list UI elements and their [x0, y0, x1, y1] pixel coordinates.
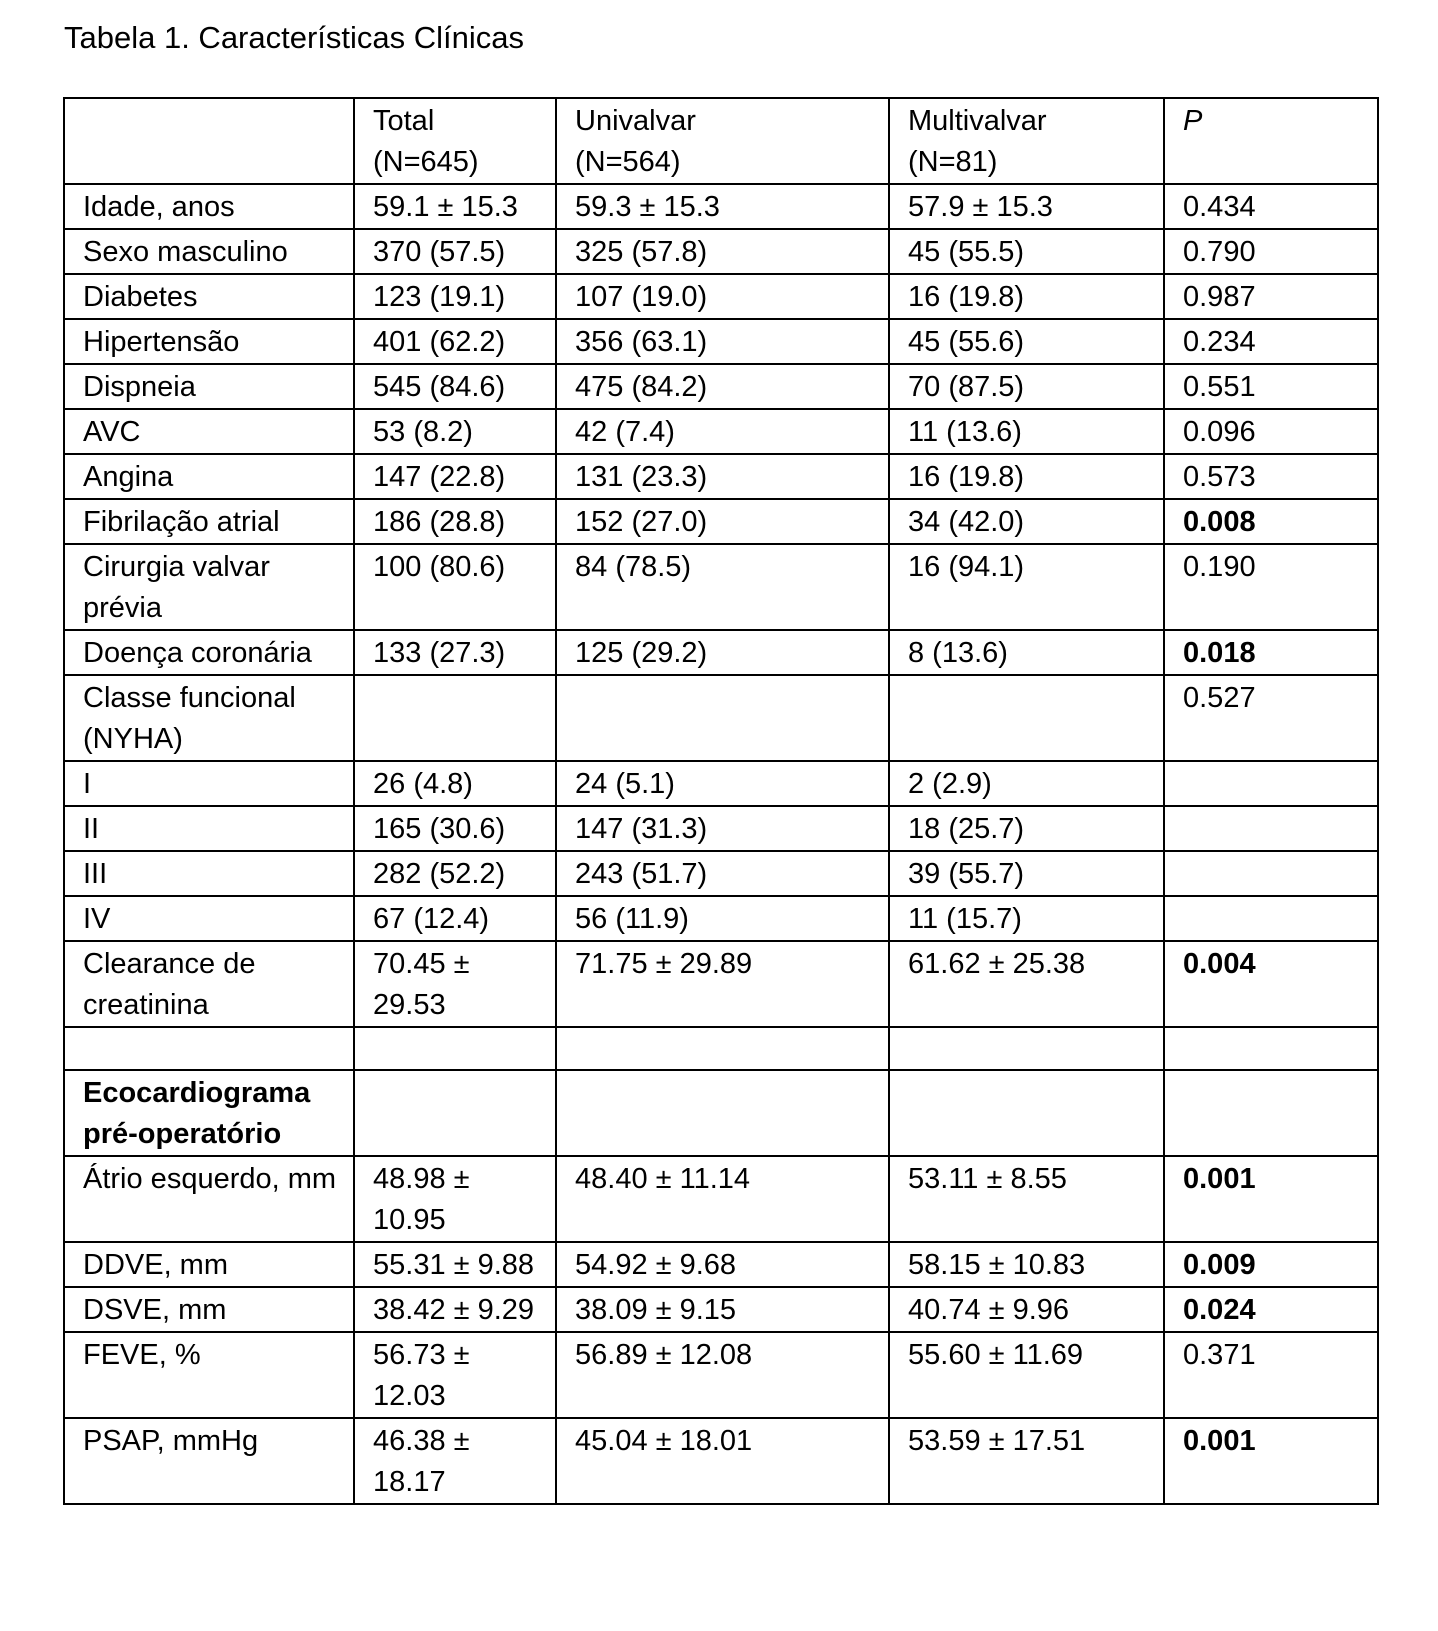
table-row [64, 409, 1378, 454]
header-multivalvar-n: (N=81) [908, 146, 998, 178]
cell-univalvar: 125 (29.2) [556, 630, 889, 675]
cell-multivalvar: 70 (87.5) [889, 364, 1164, 409]
cell-p-value [1164, 806, 1378, 851]
cell-total: 70.45 ± 29.53 [354, 941, 556, 1027]
cell-multivalvar: 53.11 ± 8.55 [889, 1156, 1164, 1242]
table-header-row [64, 98, 1378, 184]
cell-multivalvar: 39 (55.7) [889, 851, 1164, 896]
cell-univalvar: 56.89 ± 12.08 [556, 1332, 889, 1418]
cell-multivalvar: 11 (13.6) [889, 409, 1164, 454]
cell-p-value: 0.790 [1164, 229, 1378, 274]
cell-multivalvar: 18 (25.7) [889, 806, 1164, 851]
cell-total: 55.31 ± 9.88 [354, 1242, 556, 1287]
row-label: II [64, 806, 354, 851]
cell-multivalvar: 55.60 ± 11.69 [889, 1332, 1164, 1418]
row-label: IV [64, 896, 354, 941]
cell-p-value-significant: 0.004 [1164, 941, 1378, 1027]
cell-p-value: 0.190 [1164, 544, 1378, 630]
cell-total: 48.98 ± 10.95 [354, 1156, 556, 1242]
table-row [64, 1332, 1378, 1418]
table-row [64, 319, 1378, 364]
header-multivalvar [889, 98, 1164, 184]
cell-univalvar: 59.3 ± 15.3 [556, 184, 889, 229]
row-label: III [64, 851, 354, 896]
cell-p-value-significant: 0.001 [1164, 1418, 1378, 1504]
cell-p-value-significant: 0.009 [1164, 1242, 1378, 1287]
header-univalvar [556, 98, 889, 184]
cell-p-value [1164, 1070, 1378, 1156]
cell-p-value [1164, 896, 1378, 941]
row-label: DDVE, mm [64, 1242, 354, 1287]
table-row [64, 675, 1378, 761]
table-row [64, 851, 1378, 896]
row-label: AVC [64, 409, 354, 454]
cell-total [354, 675, 556, 761]
cell-univalvar: 38.09 ± 9.15 [556, 1287, 889, 1332]
cell-multivalvar: 40.74 ± 9.96 [889, 1287, 1164, 1332]
cell-total: 53 (8.2) [354, 409, 556, 454]
cell-univalvar [556, 1070, 889, 1156]
cell-univalvar: 54.92 ± 9.68 [556, 1242, 889, 1287]
header-total-n: (N=645) [373, 146, 479, 178]
row-label [64, 1027, 354, 1070]
table-row [64, 1287, 1378, 1332]
cell-p-value-significant: 0.008 [1164, 499, 1378, 544]
cell-p-value: 0.573 [1164, 454, 1378, 499]
cell-univalvar: 356 (63.1) [556, 319, 889, 364]
cell-multivalvar: 11 (15.7) [889, 896, 1164, 941]
cell-multivalvar: 45 (55.5) [889, 229, 1164, 274]
header-total-label: Total [373, 105, 435, 137]
cell-multivalvar [889, 1027, 1164, 1070]
cell-univalvar: 42 (7.4) [556, 409, 889, 454]
table-row [64, 454, 1378, 499]
table-row [64, 806, 1378, 851]
header-univalvar-n: (N=564) [575, 146, 681, 178]
cell-total: 165 (30.6) [354, 806, 556, 851]
table-row [64, 229, 1378, 274]
row-label: Átrio esquerdo, mm [64, 1156, 354, 1242]
cell-multivalvar [889, 1070, 1164, 1156]
cell-total: 401 (62.2) [354, 319, 556, 364]
table-row [64, 630, 1378, 675]
cell-p-value-significant: 0.018 [1164, 630, 1378, 675]
row-label: Sexo masculino [64, 229, 354, 274]
cell-total: 133 (27.3) [354, 630, 556, 675]
table-row [64, 896, 1378, 941]
table-row [64, 1418, 1378, 1504]
cell-total: 100 (80.6) [354, 544, 556, 630]
clinical-characteristics-table [63, 97, 1379, 1505]
table-row [64, 1156, 1378, 1242]
cell-p-value: 0.434 [1164, 184, 1378, 229]
table-section-row [64, 1070, 1378, 1156]
cell-univalvar: 475 (84.2) [556, 364, 889, 409]
row-label: Doença coronária [64, 630, 354, 675]
cell-multivalvar: 16 (19.8) [889, 274, 1164, 319]
table-row [64, 761, 1378, 806]
cell-total: 282 (52.2) [354, 851, 556, 896]
header-empty-cell [64, 98, 354, 184]
cell-total: 370 (57.5) [354, 229, 556, 274]
cell-p-value: 0.527 [1164, 675, 1378, 761]
cell-p-value: 0.987 [1164, 274, 1378, 319]
table-row [64, 544, 1378, 630]
cell-p-value [1164, 761, 1378, 806]
header-multivalvar-label: Multivalvar [908, 105, 1047, 137]
cell-total: 186 (28.8) [354, 499, 556, 544]
cell-p-value: 0.371 [1164, 1332, 1378, 1418]
cell-multivalvar: 2 (2.9) [889, 761, 1164, 806]
cell-total: 26 (4.8) [354, 761, 556, 806]
cell-p-value [1164, 1027, 1378, 1070]
row-label: Hipertensão [64, 319, 354, 364]
cell-p-value: 0.096 [1164, 409, 1378, 454]
cell-total: 147 (22.8) [354, 454, 556, 499]
section-heading: Ecocardiograma pré-operatório [64, 1070, 354, 1156]
cell-univalvar [556, 675, 889, 761]
table-row [64, 941, 1378, 1027]
table-row [64, 274, 1378, 319]
cell-multivalvar: 61.62 ± 25.38 [889, 941, 1164, 1027]
cell-multivalvar: 53.59 ± 17.51 [889, 1418, 1164, 1504]
table-row-empty [64, 1027, 1378, 1070]
cell-univalvar: 45.04 ± 18.01 [556, 1418, 889, 1504]
cell-p-value: 0.551 [1164, 364, 1378, 409]
cell-multivalvar: 57.9 ± 15.3 [889, 184, 1164, 229]
row-label: I [64, 761, 354, 806]
cell-univalvar: 131 (23.3) [556, 454, 889, 499]
cell-p-value [1164, 851, 1378, 896]
table-row [64, 499, 1378, 544]
cell-total: 59.1 ± 15.3 [354, 184, 556, 229]
row-label: FEVE, % [64, 1332, 354, 1418]
cell-univalvar: 71.75 ± 29.89 [556, 941, 889, 1027]
cell-total: 46.38 ± 18.17 [354, 1418, 556, 1504]
row-label: DSVE, mm [64, 1287, 354, 1332]
cell-p-value: 0.234 [1164, 319, 1378, 364]
cell-multivalvar: 16 (19.8) [889, 454, 1164, 499]
table-row [64, 184, 1378, 229]
table-row [64, 1242, 1378, 1287]
cell-multivalvar: 16 (94.1) [889, 544, 1164, 630]
row-label: Clearance de creatinina [64, 941, 354, 1027]
cell-univalvar: 48.40 ± 11.14 [556, 1156, 889, 1242]
cell-total: 545 (84.6) [354, 364, 556, 409]
cell-univalvar: 24 (5.1) [556, 761, 889, 806]
cell-multivalvar [889, 675, 1164, 761]
cell-total [354, 1027, 556, 1070]
cell-univalvar: 325 (57.8) [556, 229, 889, 274]
row-label: Idade, anos [64, 184, 354, 229]
row-label: Diabetes [64, 274, 354, 319]
cell-multivalvar: 45 (55.6) [889, 319, 1164, 364]
row-label: Cirurgia valvar prévia [64, 544, 354, 630]
cell-multivalvar: 34 (42.0) [889, 499, 1164, 544]
cell-total: 123 (19.1) [354, 274, 556, 319]
header-p-value: P [1164, 98, 1378, 184]
cell-multivalvar: 8 (13.6) [889, 630, 1164, 675]
header-total [354, 98, 556, 184]
table-row [64, 364, 1378, 409]
table-caption: Tabela 1. Características Clínicas [64, 20, 525, 55]
cell-univalvar [556, 1027, 889, 1070]
cell-univalvar: 84 (78.5) [556, 544, 889, 630]
header-univalvar-label: Univalvar [575, 105, 696, 137]
row-label: Angina [64, 454, 354, 499]
cell-p-value-significant: 0.001 [1164, 1156, 1378, 1242]
cell-univalvar: 147 (31.3) [556, 806, 889, 851]
cell-multivalvar: 58.15 ± 10.83 [889, 1242, 1164, 1287]
cell-univalvar: 152 (27.0) [556, 499, 889, 544]
cell-total: 67 (12.4) [354, 896, 556, 941]
row-label: Fibrilação atrial [64, 499, 354, 544]
row-label: Classe funcional (NYHA) [64, 675, 354, 761]
row-label: Dispneia [64, 364, 354, 409]
cell-univalvar: 107 (19.0) [556, 274, 889, 319]
cell-total: 56.73 ± 12.03 [354, 1332, 556, 1418]
cell-total [354, 1070, 556, 1156]
cell-p-value-significant: 0.024 [1164, 1287, 1378, 1332]
cell-univalvar: 56 (11.9) [556, 896, 889, 941]
cell-total: 38.42 ± 9.29 [354, 1287, 556, 1332]
cell-univalvar: 243 (51.7) [556, 851, 889, 896]
row-label: PSAP, mmHg [64, 1418, 354, 1504]
